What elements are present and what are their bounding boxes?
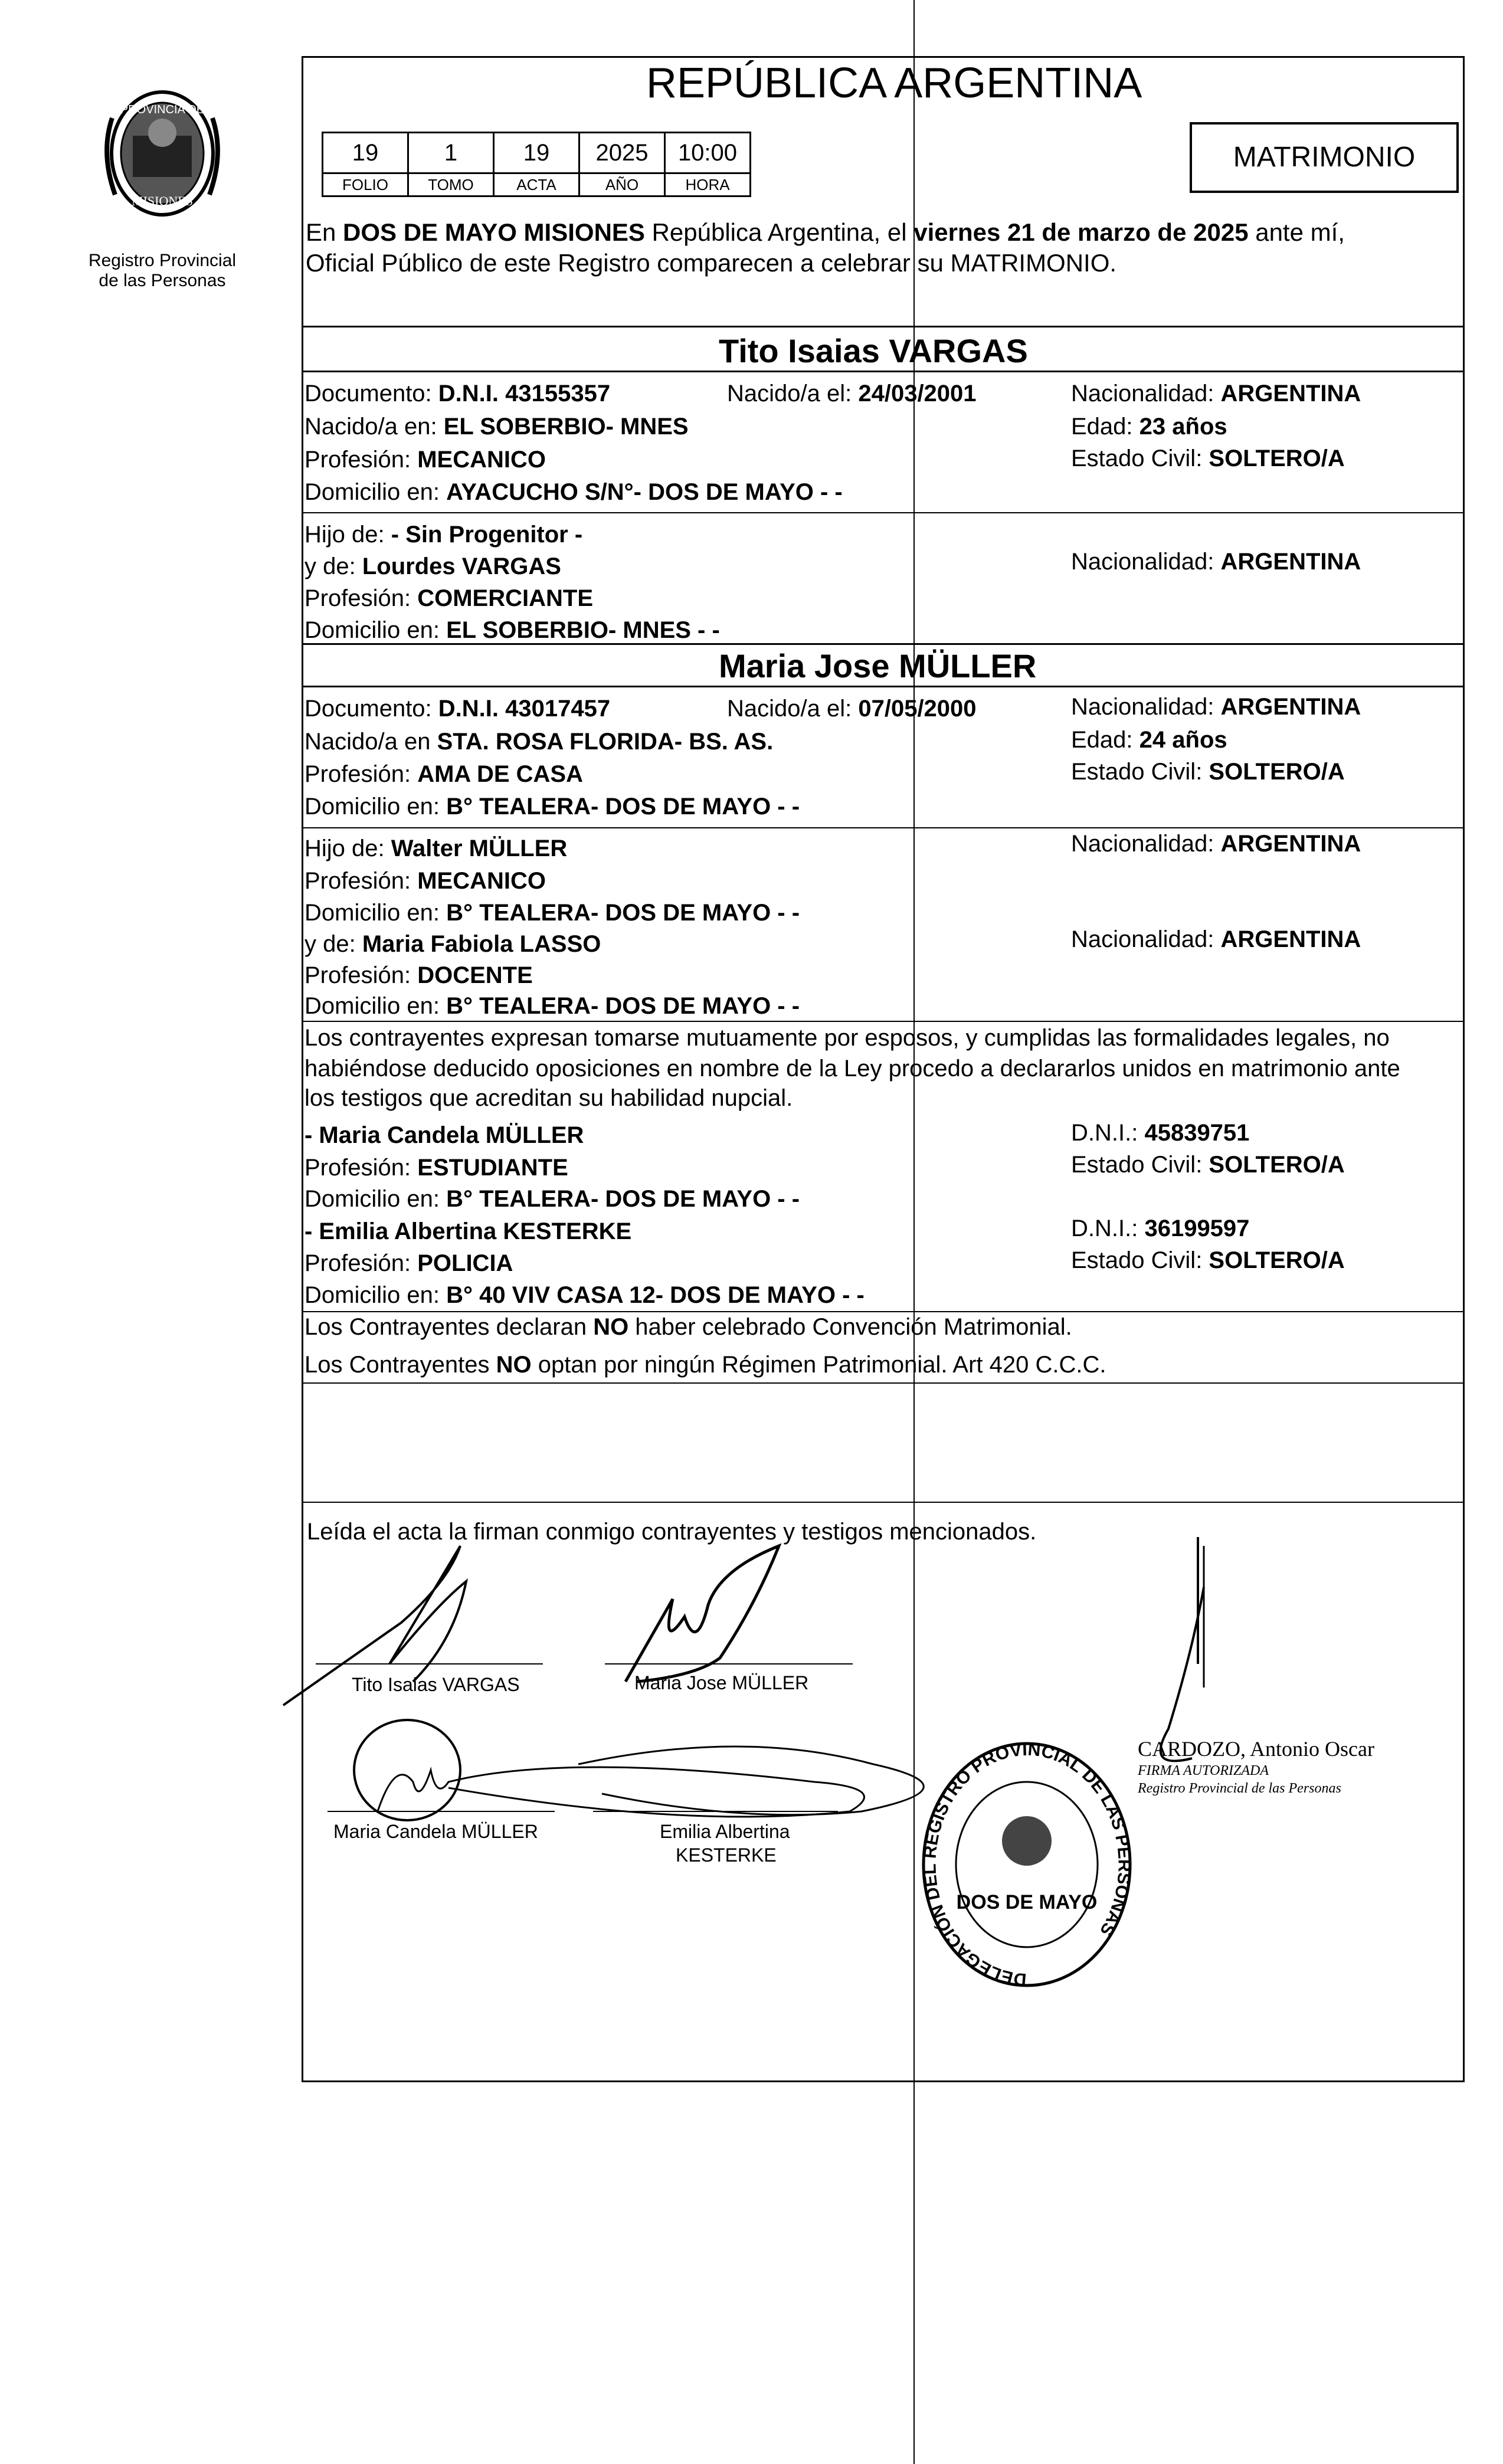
signature-label-witness2-a: Emilia Albertina bbox=[660, 1821, 790, 1842]
value: SOLTERO/A bbox=[1209, 445, 1345, 471]
spouse2-nat bbox=[1071, 692, 1361, 722]
label: Estado Civil: bbox=[1071, 1152, 1209, 1178]
spouse2-father-prof bbox=[304, 866, 546, 896]
spouse2-mother-prof bbox=[304, 960, 533, 991]
logo-caption-line1: Registro Provincial bbox=[88, 251, 237, 270]
year-value: 2025 bbox=[579, 133, 665, 173]
label: y de: bbox=[304, 931, 362, 957]
registry-logo bbox=[89, 83, 236, 254]
value: POLICIA bbox=[417, 1250, 513, 1276]
label: Domicilio en: bbox=[304, 1282, 447, 1308]
spouse2-father bbox=[304, 833, 567, 864]
intro-text-3: ante mí, bbox=[1248, 218, 1345, 246]
folio-label: FOLIO bbox=[323, 173, 408, 196]
value: 36199597 bbox=[1144, 1215, 1250, 1241]
label: Nacionalidad: bbox=[1071, 926, 1221, 952]
value: 07/05/2000 bbox=[858, 696, 977, 722]
value: AMA DE CASA bbox=[417, 761, 583, 787]
spouse2-name: Maria Jose MÜLLER bbox=[719, 647, 1037, 684]
value: SOLTERO/A bbox=[1209, 759, 1345, 785]
value: Walter MÜLLER bbox=[391, 835, 568, 861]
label: Profesión: bbox=[304, 1250, 418, 1276]
value: D.N.I. 43155357 bbox=[438, 381, 611, 407]
spouse1-mother-dom bbox=[304, 615, 720, 646]
value: B° TEALERA- DOS DE MAYO - - bbox=[446, 900, 800, 926]
label: Nacionalidad: bbox=[1071, 831, 1221, 857]
value: B° TEALERA- DOS DE MAYO - - bbox=[446, 993, 800, 1019]
spouse1-father bbox=[304, 519, 582, 550]
label: Profesión: bbox=[304, 868, 418, 894]
witness1-prof bbox=[304, 1152, 568, 1183]
label: Domicilio en: bbox=[304, 1186, 447, 1212]
label: Domicilio en: bbox=[304, 900, 447, 926]
declaration-line1: Los contrayentes expresan tomarse mutuamente por esposos, y cumplidas las formalidades legales, no bbox=[304, 1025, 1390, 1051]
witness2-prof bbox=[304, 1248, 513, 1279]
value: - Sin Progenitor - bbox=[391, 522, 583, 548]
label: Profesión: bbox=[304, 761, 418, 787]
label: Nacido/a en bbox=[304, 729, 437, 755]
signature-label-witness2-b: KESTERKE bbox=[676, 1844, 777, 1866]
value: SOLTERO/A bbox=[1209, 1152, 1345, 1178]
value: ESTUDIANTE bbox=[417, 1155, 568, 1181]
regimen-line1 bbox=[304, 1312, 1072, 1342]
value: 23 años bbox=[1139, 414, 1227, 440]
witness2-dni bbox=[1071, 1213, 1249, 1244]
value: COMERCIANTE bbox=[417, 585, 593, 611]
intro-text-2: República Argentina, el bbox=[644, 218, 914, 246]
label: D.N.I.: bbox=[1071, 1120, 1145, 1146]
spouse1-age bbox=[1071, 411, 1227, 442]
spouse1-civil bbox=[1071, 443, 1345, 474]
acta-value: 19 bbox=[494, 133, 579, 173]
value: AYACUCHO S/N°- DOS DE MAYO - - bbox=[446, 479, 843, 505]
label: Domicilio en: bbox=[304, 617, 447, 643]
spouse1-doc bbox=[304, 378, 610, 409]
value: D.N.I. 43017457 bbox=[438, 696, 611, 722]
country-title: REPÚBLICA ARGENTINA bbox=[646, 60, 1142, 107]
value: STA. ROSA FLORIDA- BS. AS. bbox=[437, 729, 774, 755]
official-role: FIRMA AUTORIZADA bbox=[1138, 1763, 1269, 1778]
label: Documento: bbox=[304, 696, 438, 722]
divider bbox=[302, 326, 1463, 327]
divider bbox=[302, 512, 1463, 513]
label: Edad: bbox=[1071, 727, 1139, 753]
official-registry: Registro Provincial de las Personas bbox=[1138, 1781, 1341, 1796]
spouse2-doc bbox=[304, 693, 610, 724]
text: Los Contrayentes declaran bbox=[304, 1314, 594, 1340]
spouse2-civil bbox=[1071, 756, 1345, 787]
value: ARGENTINA bbox=[1220, 831, 1361, 857]
label: Hijo de: bbox=[304, 522, 391, 548]
spouse2-place bbox=[304, 726, 773, 757]
spouse2-father-dom bbox=[304, 897, 800, 928]
value: Lourdes VARGAS bbox=[362, 553, 561, 579]
witness2-name: - Emilia Albertina KESTERKE bbox=[304, 1218, 632, 1244]
spouse1-born bbox=[727, 378, 977, 409]
acta-label: ACTA bbox=[494, 173, 579, 196]
registry-numbers-table bbox=[322, 132, 751, 197]
label: Profesión: bbox=[304, 962, 418, 988]
divider bbox=[302, 1502, 1463, 1503]
intro-place: DOS DE MAYO MISIONES bbox=[343, 218, 645, 246]
value: EL SOBERBIO- MNES - - bbox=[446, 617, 720, 643]
divider bbox=[302, 371, 1463, 372]
value: MECANICO bbox=[417, 868, 546, 894]
divider bbox=[302, 1021, 1463, 1022]
spouse2-born bbox=[727, 693, 977, 724]
witness1-civil bbox=[1071, 1149, 1345, 1180]
spouse1-mother bbox=[304, 551, 561, 582]
hour-value: 10:00 bbox=[665, 133, 751, 173]
spouse2-mother bbox=[304, 929, 601, 959]
value: B° TEALERA- DOS DE MAYO - - bbox=[446, 1186, 800, 1212]
label: Hijo de: bbox=[304, 835, 391, 861]
emphasis: NO bbox=[593, 1314, 629, 1340]
label: Domicilio en: bbox=[304, 794, 447, 820]
label: y de: bbox=[304, 553, 362, 579]
label: Domicilio en: bbox=[304, 993, 447, 1019]
label: Profesión: bbox=[304, 1155, 418, 1181]
text: haber celebrado Convención Matrimonial. bbox=[628, 1314, 1072, 1340]
value: 24/03/2001 bbox=[858, 381, 977, 407]
value: ARGENTINA bbox=[1220, 694, 1361, 720]
value: B° 40 VIV CASA 12- DOS DE MAYO - - bbox=[446, 1282, 865, 1308]
label: Estado Civil: bbox=[1071, 445, 1209, 471]
intro-line2: Oficial Público de este Registro comparecen a celebrar su MATRIMONIO. bbox=[306, 249, 1117, 277]
spouse1-prof bbox=[304, 444, 546, 475]
seal-bottom-text: MISIONES bbox=[132, 194, 193, 208]
regimen-line2 bbox=[304, 1349, 1106, 1380]
logo-caption bbox=[71, 251, 254, 291]
value: 24 años bbox=[1139, 727, 1227, 753]
value: EL SOBERBIO- MNES bbox=[443, 414, 689, 440]
label: Profesión: bbox=[304, 447, 418, 473]
label: Profesión: bbox=[304, 585, 418, 611]
value: MECANICO bbox=[417, 447, 546, 473]
signature-label-spouse2: Maria Jose MÜLLER bbox=[634, 1672, 809, 1693]
value: 45839751 bbox=[1144, 1120, 1250, 1146]
label: Nacido/a el: bbox=[727, 696, 859, 722]
official-stamp bbox=[1138, 1736, 1374, 1797]
label: Nacionalidad: bbox=[1071, 694, 1221, 720]
witness1-dni bbox=[1071, 1118, 1249, 1148]
spouse2-prof bbox=[304, 759, 583, 789]
spouse2-mother-dom bbox=[304, 991, 800, 1021]
spouse2-dom bbox=[304, 791, 800, 822]
witness1-dom bbox=[304, 1184, 800, 1214]
folio-value: 19 bbox=[323, 133, 408, 173]
round-stamp bbox=[918, 1732, 1136, 2009]
declaration-line2: habiéndose deducido oposiciones en nombre de la Ley procedo a declararlos unidos en matrimonio ante bbox=[304, 1056, 1400, 1082]
value: SOLTERO/A bbox=[1209, 1247, 1345, 1273]
label: D.N.I.: bbox=[1071, 1215, 1145, 1241]
label: Nacionalidad: bbox=[1071, 381, 1221, 407]
label: Edad: bbox=[1071, 414, 1139, 440]
seal-top-text: PROVINCIA DE bbox=[120, 103, 205, 116]
value: ARGENTINA bbox=[1220, 549, 1361, 575]
official-name: CARDOZO, Antonio Oscar bbox=[1138, 1737, 1374, 1761]
hour-label: HORA bbox=[665, 173, 751, 196]
divider bbox=[302, 643, 1463, 645]
spouse1-mother-nat bbox=[1071, 546, 1361, 577]
divider bbox=[302, 686, 1463, 687]
value: Maria Fabiola LASSO bbox=[362, 931, 601, 957]
closing-text: Leída el acta la firman conmigo contrayentes y testigos mencionados. bbox=[307, 1519, 1037, 1545]
value: B° TEALERA- DOS DE MAYO - - bbox=[446, 794, 800, 820]
spouse2-mother-nat bbox=[1071, 924, 1361, 955]
value: ARGENTINA bbox=[1220, 926, 1361, 952]
signature-label-spouse1: Tito Isaias VARGAS bbox=[352, 1674, 520, 1695]
witness2-dom bbox=[304, 1280, 865, 1310]
label: Estado Civil: bbox=[1071, 759, 1209, 785]
value: DOCENTE bbox=[417, 962, 533, 988]
round-stamp-ring-text: DELEGACIÓN DEL REGISTRO PROVINCIAL DE LAS PERSONAS bbox=[920, 1739, 1134, 1990]
round-stamp-center-text: DOS DE MAYO bbox=[956, 1891, 1098, 1913]
witness2-civil bbox=[1071, 1245, 1345, 1276]
intro-date: viernes 21 de marzo de 2025 bbox=[913, 218, 1249, 246]
intro-text-1: En bbox=[306, 218, 343, 246]
logo-caption-line2: de las Personas bbox=[99, 271, 226, 290]
act-type-box: MATRIMONIO bbox=[1190, 122, 1459, 193]
label: Nacionalidad: bbox=[1071, 549, 1221, 575]
label: Nacido/a en: bbox=[304, 414, 444, 440]
spouse1-mother-prof bbox=[304, 583, 593, 614]
label: Estado Civil: bbox=[1071, 1247, 1209, 1273]
spouse1-place bbox=[304, 411, 689, 442]
tomo-value: 1 bbox=[408, 133, 494, 173]
divider bbox=[302, 1382, 1463, 1384]
spouse1-dom bbox=[304, 477, 843, 507]
spouse1-name: Tito Isaias VARGAS bbox=[719, 332, 1028, 369]
label: Domicilio en: bbox=[304, 479, 447, 505]
text: optan por ningún Régimen Patrimonial. Art 420 C.C.C. bbox=[531, 1352, 1106, 1378]
declaration-line3: los testigos que acreditan su habilidad nupcial. bbox=[304, 1085, 793, 1111]
text: Los Contrayentes bbox=[304, 1352, 496, 1378]
witness1-name: - Maria Candela MÜLLER bbox=[304, 1122, 584, 1148]
spouse2-father-nat bbox=[1071, 828, 1361, 859]
intro-line1 bbox=[306, 217, 1345, 248]
tomo-label: TOMO bbox=[408, 173, 494, 196]
signature-label-witness1: Maria Candela MÜLLER bbox=[333, 1821, 538, 1842]
seal-icon bbox=[89, 83, 236, 254]
value: ARGENTINA bbox=[1220, 381, 1361, 407]
label: Documento: bbox=[304, 381, 438, 407]
emphasis: NO bbox=[496, 1352, 532, 1378]
label: Nacido/a el: bbox=[727, 381, 859, 407]
spouse2-age bbox=[1071, 725, 1227, 755]
year-label: AÑO bbox=[579, 173, 665, 196]
spouse1-nat bbox=[1071, 378, 1361, 409]
